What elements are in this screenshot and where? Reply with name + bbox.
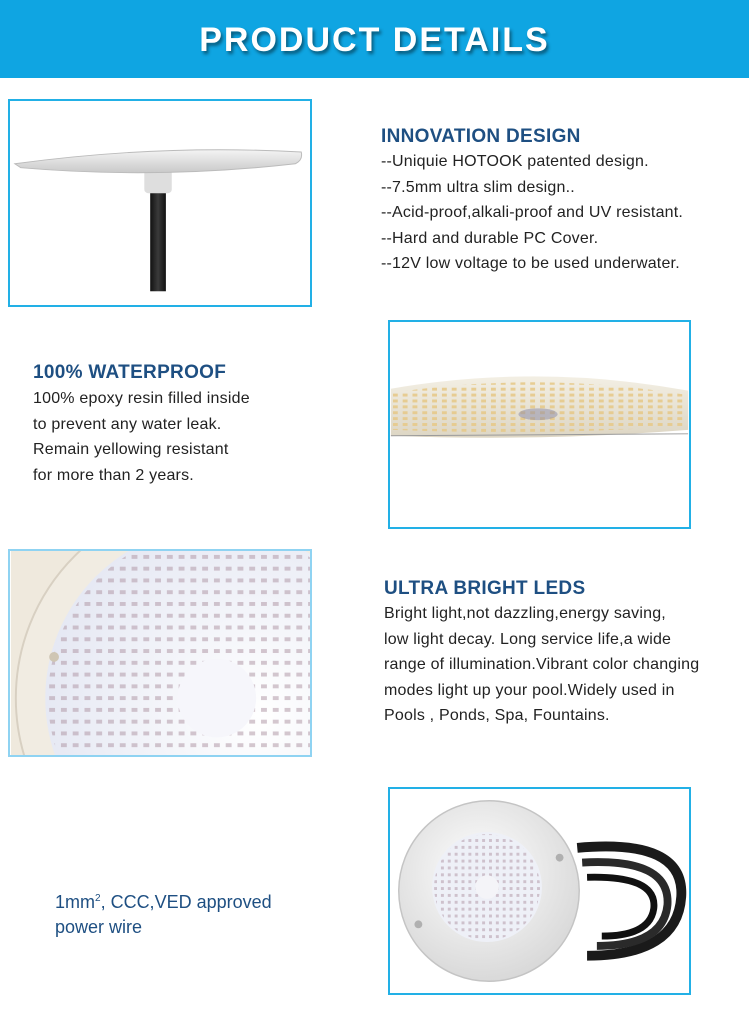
innovation-line: --Hard and durable PC Cover. [381, 229, 599, 247]
innovation-heading: INNOVATION DESIGN [381, 126, 581, 147]
leds-line: range of illumination.Vibrant color changing [384, 656, 700, 673]
page-title: PRODUCT DETAILS [199, 21, 550, 59]
innovation-line: --Acid-proof,alkali-proof and UV resistant. [381, 204, 684, 221]
slim-profile-image [8, 99, 312, 307]
waterproof-line: 100% epoxy resin filled inside [33, 390, 250, 407]
power-wire-note [55, 886, 272, 940]
waterproof-line: for more than 2 years. [33, 466, 194, 484]
innovation-text [381, 149, 683, 277]
innovation-line: --7.5mm ultra slim design.. [381, 178, 575, 196]
power-wire-line-2: power wire [55, 917, 143, 937]
leds-line: modes light up your pool.Widely used in [384, 681, 675, 699]
leds-heading: ULTRA BRIGHT LEDS [384, 578, 586, 599]
innovation-line: --12V low voltage to be used underwater. [381, 255, 680, 272]
waterproof-heading: 100% WATERPROOF [33, 362, 227, 383]
waterproof-line: Remain yellowing resistant [33, 441, 229, 458]
waterproof-text [33, 386, 250, 488]
product-with-cable-image [388, 787, 691, 995]
led-board-edge-illustration [390, 322, 689, 527]
waterproof-line: to prevent any water leak. [33, 415, 222, 433]
innovation-line: --Uniquie HOTOOK patented design. [381, 153, 649, 170]
power-wire-line-1: $1mm^2$, CCC,VED approved [55, 892, 272, 912]
led-closeup-image [8, 549, 312, 757]
product-with-cable-illustration [390, 789, 689, 993]
slim-profile-illustration [10, 101, 310, 305]
led-closeup-illustration [10, 551, 310, 755]
leds-line: Bright light,not dazzling,energy saving, [384, 605, 666, 622]
leds-text [384, 601, 699, 729]
leds-line: Pools , Ponds, Spa, Fountains. [384, 707, 610, 724]
leds-line: low light decay. Long service life,a wide [384, 630, 672, 648]
led-board-edge-image [388, 320, 691, 529]
